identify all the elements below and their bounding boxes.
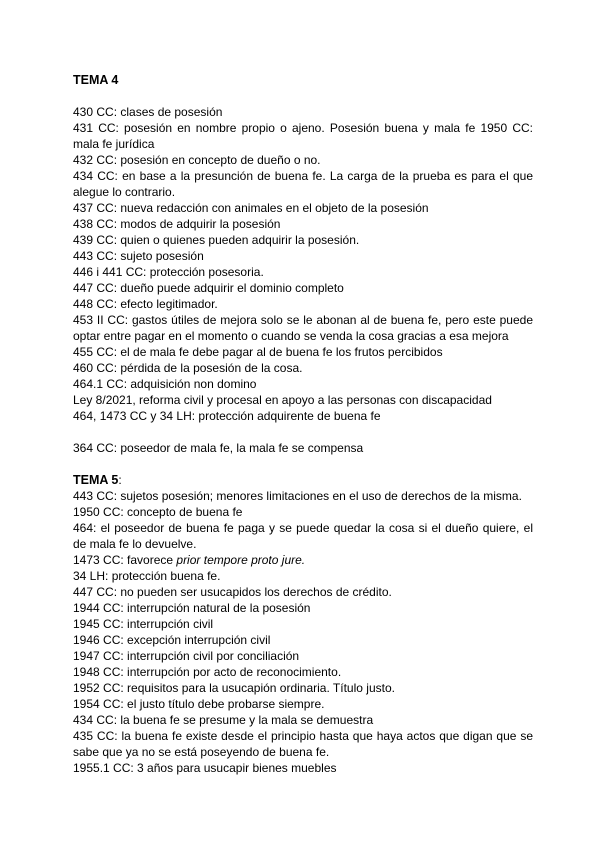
tema5-heading-suffix: :: [118, 473, 122, 487]
list-item: 464: el poseedor de buena fe paga y se puede quedar la cosa si el dueño quiere, el de mala fe lo devuelve.: [73, 521, 533, 551]
list-item: 464.1 CC: adquisición non domino: [73, 377, 257, 391]
list-item: 435 CC: la buena fe existe desde el principio hasta que haya actos que digan que se sabe que ya no se está poseyendo de buena fe.: [73, 729, 533, 759]
list-item: 1952 CC: requisitos para la usucapión ordinaria. Título justo.: [73, 681, 395, 695]
list-item: 1944 CC: interrupción natural de la posesión: [73, 601, 311, 615]
document-body: [73, 72, 533, 776]
list-item: 443 CC: sujetos posesión; menores limitaciones en el uso de derechos de la misma.: [73, 489, 522, 503]
list-item: 464, 1473 CC y 34 LH: protección adquirente de buena fe: [73, 409, 381, 423]
list-item: 443 CC: sujeto posesión: [73, 249, 204, 263]
list-item: 1955.1 CC: 3 años para usucapir bienes muebles: [73, 761, 337, 775]
list-item: 447 CC: no pueden ser usucapidos los derechos de crédito.: [73, 585, 392, 599]
list-item: 446 i 441 CC: protección posesoria.: [73, 265, 264, 279]
list-item: 430 CC: clases de posesión: [73, 105, 223, 119]
list-item: 1947 CC: interrupción civil por conciliación: [73, 649, 300, 663]
list-item: 437 CC: nueva redacción con animales en el objeto de la posesión: [73, 201, 429, 215]
list-item: 455 CC: el de mala fe debe pagar al de buena fe los frutos percibidos: [73, 345, 443, 359]
line-1473-italic: prior tempore proto jure.: [176, 553, 306, 567]
list-item: 447 CC: dueño puede adquirir el dominio completo: [73, 281, 344, 295]
tema5-heading-row: [73, 472, 533, 488]
list-item: 34 LH: protección buena fe.: [73, 569, 221, 583]
list-item: 1945 CC: interrupción civil: [73, 617, 214, 631]
list-item: 453 II CC: gastos útiles de mejora solo se le abonan al de buena fe, pero este puede optar entre pagar en el momento o cuando se venda la cosa gracias a esa mejora: [73, 313, 533, 343]
tema5-list: [73, 488, 533, 776]
tema5-heading: TEMA 5: [73, 473, 119, 487]
list-item: 1950 CC: concepto de buena fe: [73, 505, 243, 519]
list-item: 432 CC: posesión en concepto de dueño o no.: [73, 153, 321, 167]
list-item: 1954 CC: el justo título debe probarse siempre.: [73, 697, 325, 711]
list-item: 448 CC: efecto legitimador.: [73, 297, 218, 311]
list-item: 434 CC: en base a la presunción de buena fe. La carga de la prueba es para el que alegue lo contrario.: [73, 169, 533, 199]
list-item: 1946 CC: excepción interrupción civil: [73, 633, 271, 647]
spacer: [73, 88, 533, 104]
list-item: 364 CC: poseedor de mala fe, la mala fe se compensa: [73, 441, 364, 455]
list-item: 434 CC: la buena fe se presume y la mala se demuestra: [73, 713, 374, 727]
tema4-list: [73, 104, 533, 424]
list-item: 439 CC: quien o quienes pueden adquirir la posesión.: [73, 233, 360, 247]
list-item-1473: [73, 552, 533, 568]
tema4-heading: TEMA 4: [73, 73, 119, 87]
list-item: 438 CC: modos de adquirir la posesión: [73, 217, 281, 231]
spacer: [73, 424, 533, 440]
line-1473-prefix: 1473 CC: favorece: [73, 553, 177, 567]
list-item: Ley 8/2021, reforma civil y procesal en apoyo a las personas con discapacidad: [73, 393, 492, 407]
spacer: [73, 456, 533, 472]
list-item: 1948 CC: interrupción por acto de reconocimiento.: [73, 665, 342, 679]
list-item: 431 CC: posesión en nombre propio o ajeno. Posesión buena y mala fe 1950 CC: mala fe jurídica: [73, 121, 533, 151]
list-item: 460 CC: pérdida de la posesión de la cosa.: [73, 361, 303, 375]
